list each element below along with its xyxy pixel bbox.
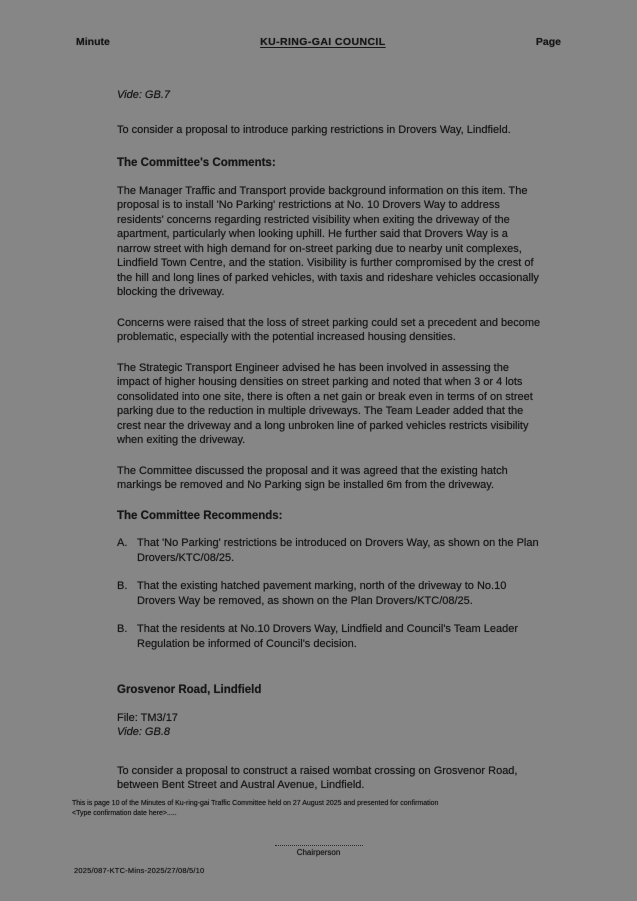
recommendation-text: That 'No Parking' restrictions be introduced on Drovers Way, as shown on the Plan Drovers/KTC/08/25. — [137, 537, 539, 564]
chairperson-label: Chairperson — [296, 848, 341, 857]
signature-block — [0, 845, 637, 857]
vide-reference-gb8: Vide: GB.8 — [117, 726, 170, 738]
comments-paragraph: The Strategic Transport Engineer advised he has been involved in assessing the impact of higher housing densities on street parking and noted that when 3 or 4 lots consolidated into one site, there is often a net gain or break even in terms of on street parking due to the reduction in multiple driveways. The Team Leader added that the crest near the driveway and a long unbroken line of parked vehicles restricts visibility when exiting the driveway. — [117, 361, 533, 446]
comments-paragraph: The Manager Traffic and Transport provide background information on this item. The proposal is to install 'No Parking' restrictions at No. 10 Drovers Way to address residents' concerns regarding restricted visibility when exiting the driveway of the apartment, particularly when looking uphill. He further said that Drovers Way is a narrow street with high demand for on-street parking due to nearby unit complexes, Lindfield Town Centre, and the station. Visibility is further compromised by the crest of the hill and long lines of parked vehicles, with taxis and rideshare vehicles occasionally blocking the driveway. — [117, 184, 539, 298]
recommendation-text: That the residents at No.10 Drovers Way, Lindfield and Council's Team Leader Regulation be informed of Council's decision. — [137, 623, 518, 650]
vide-reference-gb7: Vide: GB.7 — [117, 89, 170, 101]
grosvenor-road-heading: Grosvenor Road, Lindfield — [117, 684, 262, 696]
recommendation-item — [117, 579, 544, 608]
recommendation-letter: B. — [117, 580, 128, 592]
document-reference: 2025/087-KTC-Mins-2025/27/08/5/10 — [74, 866, 205, 875]
header-minute-label: Minute — [76, 36, 110, 48]
page-header — [76, 36, 561, 48]
recommendation-text: That the existing hatched pavement marking, north of the driveway to No.10 Drovers Way be removed, as shown on the Plan Drovers/KTC/08/25. — [137, 580, 507, 607]
signature-line — [275, 845, 363, 846]
confirmation-line-2: <Type confirmation date here>..... — [72, 809, 177, 817]
minutes-body — [117, 88, 544, 809]
item-gb8-intro: To consider a proposal to construct a raised wombat crossing on Grosvenor Road, between Bent Street and Austral Avenue, Lindfield. — [117, 764, 518, 791]
recommendation-item — [117, 622, 544, 651]
recommendation-letter: A. — [117, 537, 128, 549]
confirmation-note — [72, 799, 572, 818]
item-gb7-intro: To consider a proposal to introduce parking restrictions in Drovers Way, Lindfield. — [117, 123, 511, 136]
comments-paragraph: Concerns were raised that the loss of street parking could set a precedent and become problematic, especially with the potential increased housing densities. — [117, 316, 541, 343]
recommendation-item — [117, 536, 544, 565]
confirmation-line-1: This is page 10 of the Minutes of Ku-ring-gai Traffic Committee held on 27 August 2025 and presented for confirmation — [72, 800, 439, 807]
recommendation-letter: B. — [117, 623, 128, 635]
committee-recommends-heading: The Committee Recommends: — [117, 509, 283, 522]
council-title: KU-RING-GAI COUNCIL — [260, 36, 386, 48]
committee-comments-heading: The Committee's Comments: — [117, 157, 276, 169]
file-reference: File: TM3/17 — [117, 711, 178, 724]
header-page-label: Page — [535, 36, 561, 48]
comments-paragraph: The Committee discussed the proposal and it was agreed that the existing hatch markings be removed and No Parking sign be installed 6m from the driveway. — [117, 464, 508, 491]
